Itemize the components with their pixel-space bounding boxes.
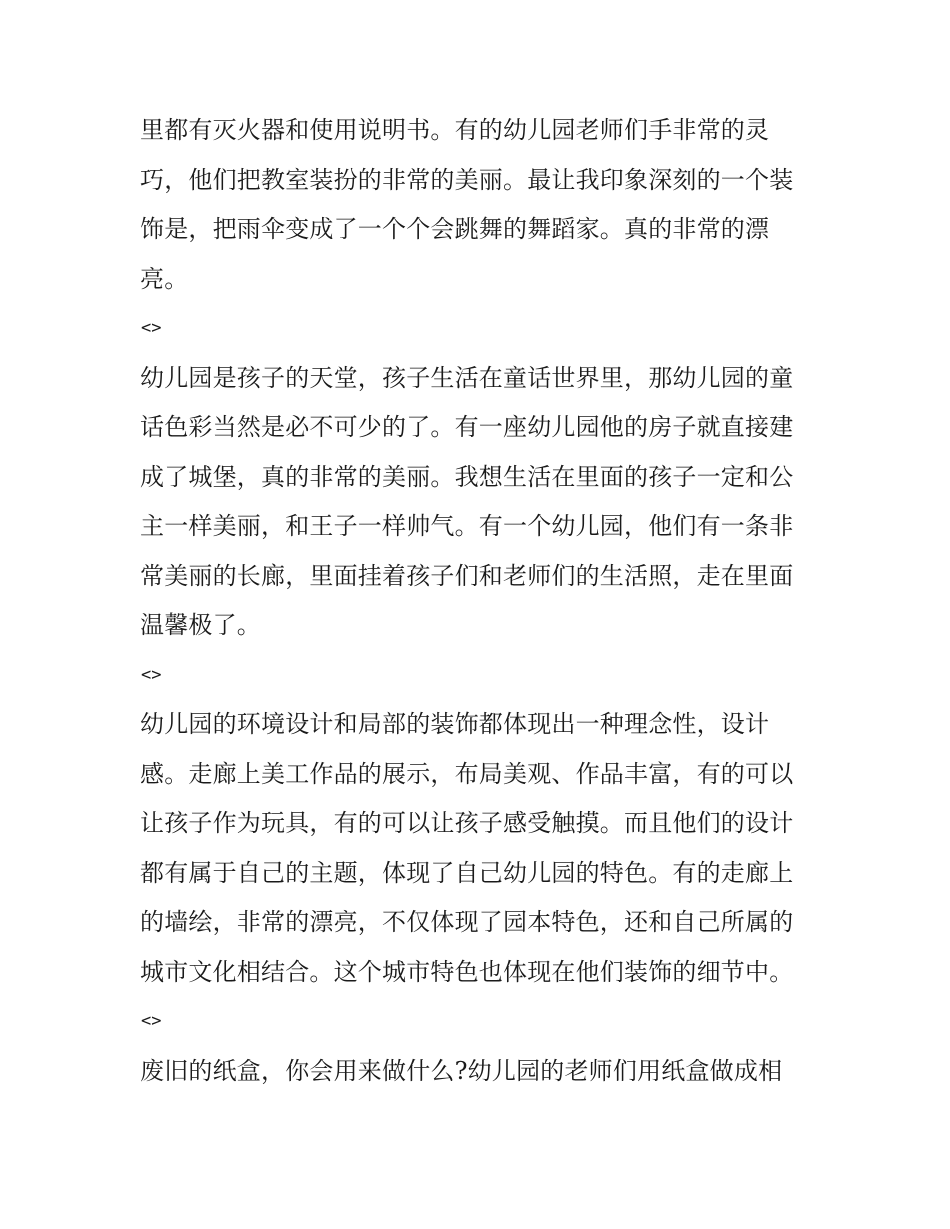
text-line: 的墙绘，非常的漂亮，不仅体现了园本特色，还和自己所属的	[140, 908, 794, 936]
text-line: 让孩子作为玩具，有的可以让孩子感受触摸。而且他们的设计	[140, 809, 794, 837]
section-separator: <>	[141, 1011, 162, 1031]
text-line: 成了城堡，真的非常的美丽。我想生活在里面的孩子一定和公	[140, 462, 794, 491]
section-separator: <>	[141, 664, 162, 685]
text-line: 废旧的纸盒，你会用来做什么?幼儿园的老师们用纸盒做成相	[140, 1056, 783, 1085]
document-body	[140, 106, 815, 1096]
text-line: 温馨极了。	[140, 611, 261, 639]
text-line: 饰是，把雨伞变成了一个个会跳舞的舞蹈家。真的非常的漂	[140, 215, 770, 243]
text-line: 里都有灭火器和使用说明书。有的幼儿园老师们手非常的灵	[140, 116, 770, 144]
text-line: 幼儿园的环境设计和局部的装饰都体现出一种理念性，设计	[140, 710, 770, 738]
text-line: 主一样美丽，和王子一样帅气。有一个幼儿园，他们有一条非	[140, 512, 794, 540]
text-line: 都有属于自己的主题，体现了自己幼儿园的特色。有的走廊上	[140, 858, 794, 887]
text-line: 话色彩当然是必不可少的了。有一座幼儿园他的房子就直接建	[140, 413, 794, 441]
text-line: 城市文化相结合。这个城市特色也体现在他们装饰的细节中。	[140, 957, 794, 986]
text-line: 感。走廊上美工作品的展示，布局美观、作品丰富，有的可以	[140, 759, 794, 788]
text-line: 常美丽的长廊，里面挂着孩子们和老师们的生活照，走在里面	[140, 561, 794, 590]
text-line: 巧，他们把教室装扮的非常的美丽。最让我印象深刻的一个装	[140, 165, 794, 194]
section-separator: <>	[141, 318, 162, 338]
text-line: 幼儿园是孩子的天堂，孩子生活在童话世界里，那幼儿园的童	[140, 363, 794, 392]
text-line: 亮。	[140, 264, 189, 293]
